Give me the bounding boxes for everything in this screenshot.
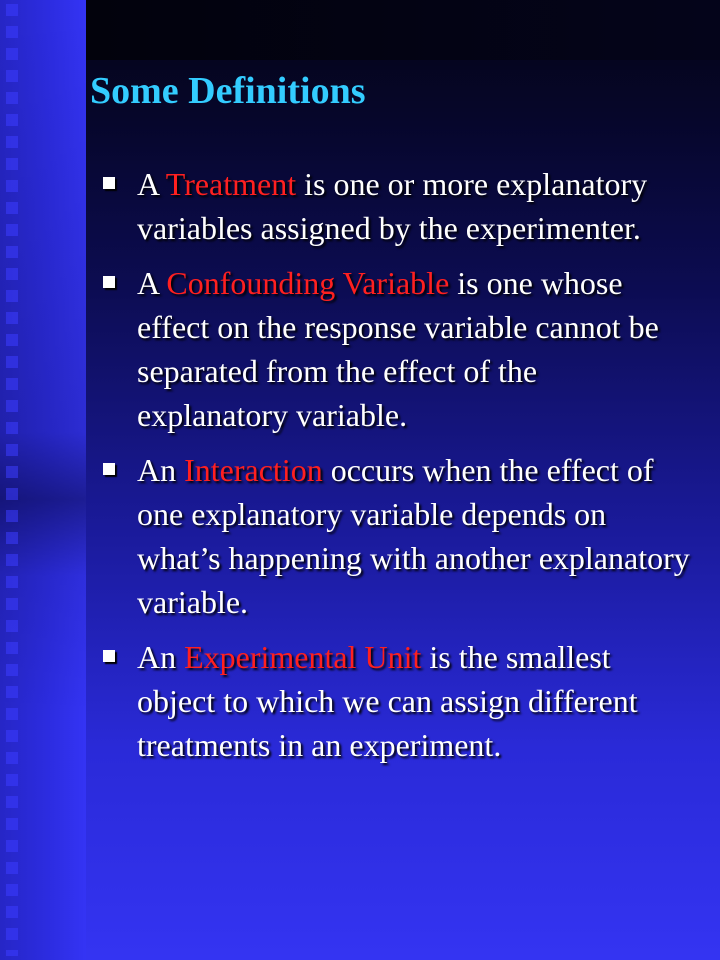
definition-lead: A xyxy=(137,166,166,202)
slide-title: Some Definitions xyxy=(90,70,366,112)
definition-text: is one or more explanatory variables assigned by the experimenter. xyxy=(137,166,648,246)
term-experimental-unit: Experimental Unit xyxy=(184,639,422,675)
definition-confounding-variable xyxy=(100,261,696,437)
definition-lead: A xyxy=(137,265,167,301)
definition-text: is one whose effect on the response variable cannot be separated from the effect of the explanatory variable. xyxy=(137,265,659,433)
term-interaction: Interaction xyxy=(184,452,323,488)
definition-treatment xyxy=(100,162,696,250)
term-treatment: Treatment xyxy=(165,166,297,202)
definition-text: is the smallest object to which we can assign different treatments in an experiment. xyxy=(137,639,638,763)
square-bullet-icon xyxy=(103,177,115,189)
definition-text: occurs when the effect of one explanatory variable depends on what’s happening with another explanatory variable. xyxy=(137,452,690,620)
square-bullet-icon xyxy=(103,463,115,475)
square-bullet-icon xyxy=(103,276,115,288)
left-decorative-bar xyxy=(0,0,86,960)
square-bullet-icon xyxy=(103,650,115,662)
definition-interaction xyxy=(100,448,696,624)
square-pattern xyxy=(6,4,18,956)
term-confounding-variable: Confounding Variable xyxy=(166,265,450,301)
top-dark-strip xyxy=(86,0,720,60)
definition-lead: An xyxy=(137,639,185,675)
definition-lead: An xyxy=(137,452,185,488)
definition-experimental-unit xyxy=(100,635,696,767)
definitions-list xyxy=(100,162,696,767)
